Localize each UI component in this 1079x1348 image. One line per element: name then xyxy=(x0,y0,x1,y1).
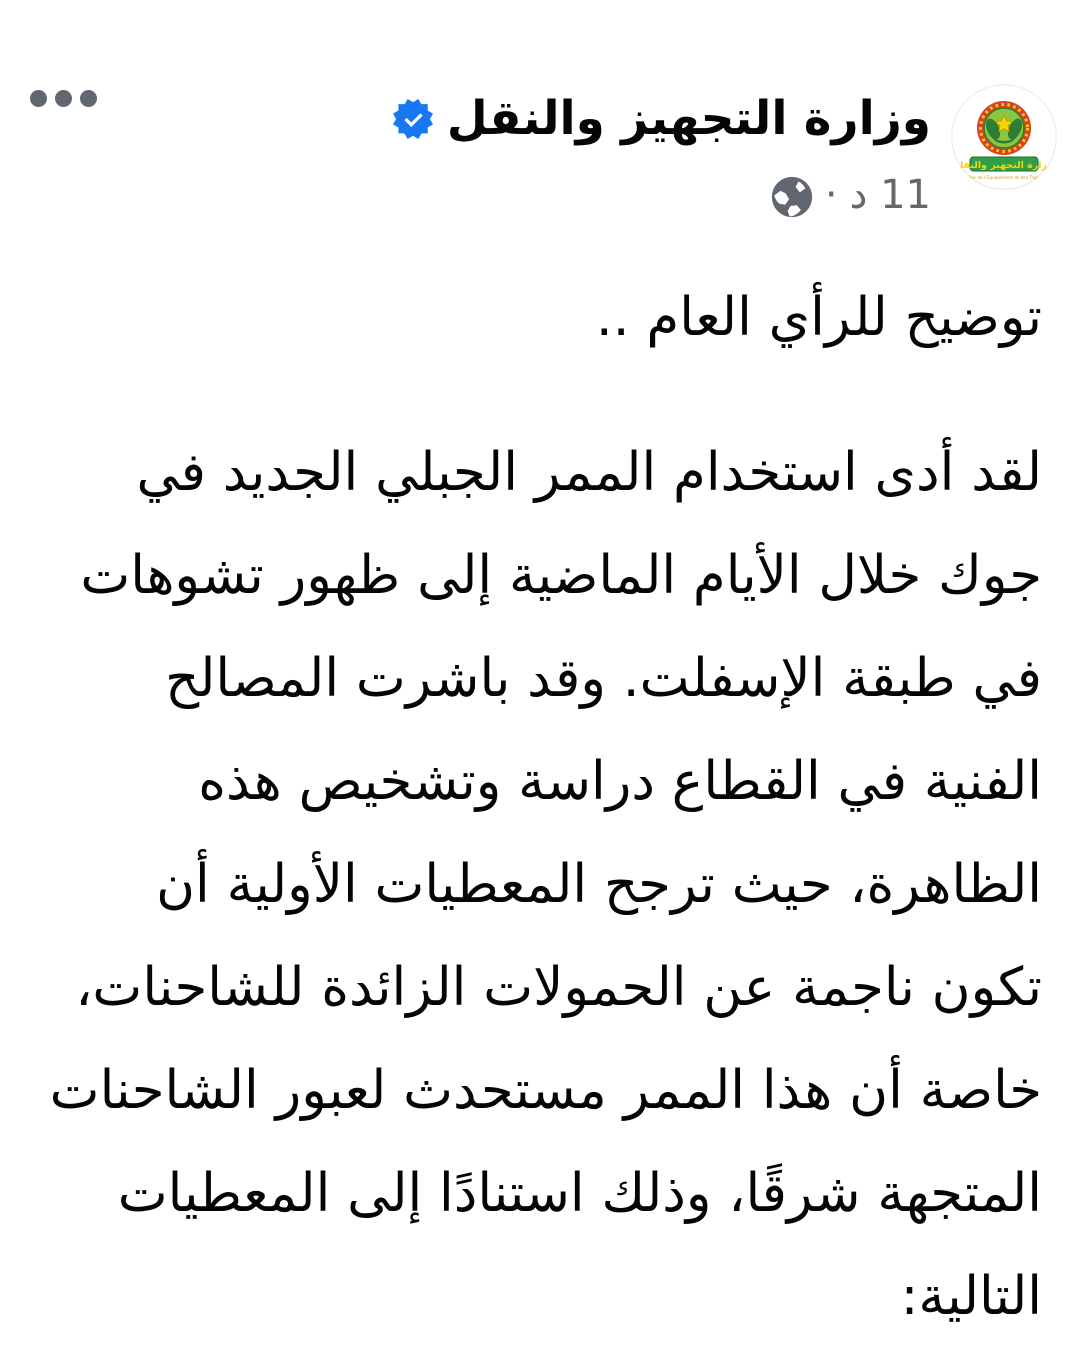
post-content xyxy=(0,266,1079,1348)
avatar[interactable] xyxy=(951,84,1057,190)
avatar-subtitle-text: Ministère de l'Equipement et des Transports xyxy=(955,176,1053,181)
more-dot xyxy=(30,90,47,107)
timestamp[interactable]: 11 د xyxy=(849,172,931,218)
post-meta-row[interactable] xyxy=(393,170,931,220)
post-header xyxy=(0,0,1079,220)
header-meta xyxy=(393,84,931,220)
more-dot xyxy=(80,90,97,107)
verified-badge-icon xyxy=(393,99,433,139)
post-title: توضيح للرأي العام .. xyxy=(595,287,1042,348)
dot-separator: · xyxy=(824,172,838,218)
page-name-row xyxy=(393,84,931,154)
page-name[interactable]: وزارة التجهيز والنقل xyxy=(446,91,931,146)
avatar-banner-text: وزارة التجهيز والنقل xyxy=(955,160,1053,171)
ministry-logo-image xyxy=(951,84,1057,190)
globe-icon xyxy=(771,176,813,218)
post-body-text: لقد أدى استخدام الممر الجبلي الجديد في جوك خلال الأيام الماضية إلى ظهور تشوهات في طبقة الإسفلت. وقد باشرت المصالح الفنية في القطاع دراسة وتشخيص هذه الظاهرة، حيث ترجح المعطيات الأولية أن تكون ناجمة عن الحمولات الزائدة للشاحنات، خاصة أن هذا الممر مستحدث لعبور الشاحنات المتجهة شرقًا، وذلك استنادًا إلى المعطيات التالية: xyxy=(49,442,1042,1327)
more-dot xyxy=(55,90,72,107)
more-options-button[interactable] xyxy=(30,84,97,107)
